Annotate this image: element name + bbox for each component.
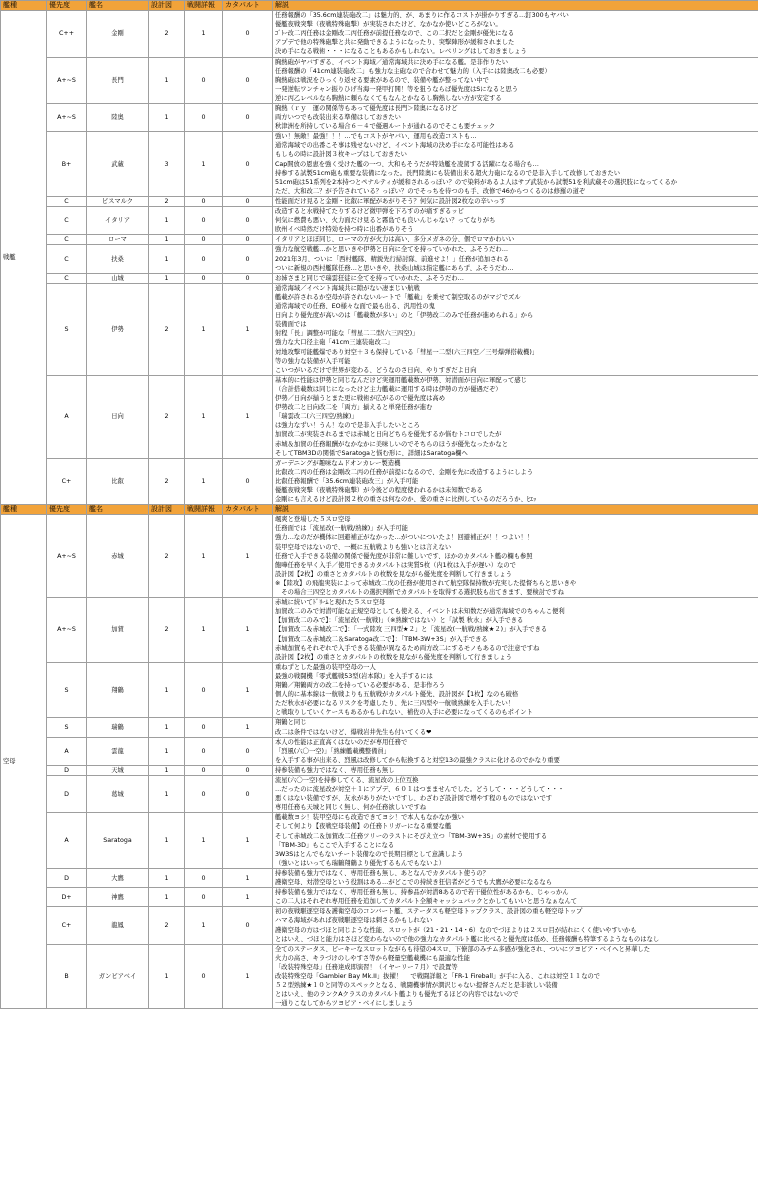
note-line: ５２型熟練★１０と同等のスペックとなる、戦闘機事情が潤沢じゃない提督さんだと是非欲しい装備 (275, 982, 558, 990)
note-line: イタリアとほぼ同じ、ローマの方が火力は高い、多分メガネの分、個でロマかわいい (275, 236, 515, 244)
blueprint-cell: 2 (149, 515, 185, 598)
note-line: ｺﾞﾄｰ改二丙任務は金剛改二丙任務が前提任務なので、この二択だと金剛が優先になる (275, 30, 515, 38)
note-line: 【加賀改二＆赤城改二で】：「一式陸攻 三四型★２」と「流星改(一航戦/熟練★２)」が入手できる (275, 626, 548, 634)
priority-cell: D (47, 776, 87, 813)
table-row (1, 907, 758, 944)
note-line: 伊勢改二と日向改二を「両方」揃えると単発任務が進む (275, 404, 433, 412)
priority-cell: S (47, 283, 87, 375)
notes-cell (273, 776, 758, 813)
battle-report-cell: 1 (185, 598, 223, 663)
header-catapult: カタパルト (223, 505, 273, 515)
note-line: もしもの時に設計図３枚キープはしておきたい (275, 151, 407, 159)
table-row (1, 273, 758, 283)
note-line: 悪くはない装備ですが、友永がありがたいですし、わざわざ設計図で増やす程のものではないです (275, 795, 553, 803)
notes-cell (273, 813, 758, 869)
notes-cell (273, 245, 758, 273)
note-line: 逆に丙乙レベルなら胸熱に頼らなくてもなんとかなるし胸熱しない方が安定する (275, 94, 502, 102)
notes-cell (273, 765, 758, 775)
header-ship-type: 艦種 (1, 505, 47, 515)
note-line: その場合三四空とカタパルトの選択判断でカタパルトを取得する選択肢も出てきます、要検討ですね (275, 589, 565, 596)
note-line: 射程「長」調整が可能な「彗星二二型(六三四空)」 (275, 330, 419, 338)
note-line: 改二は条件ではないけど、爆戦岩井先生も付いてくる❤ (275, 728, 432, 736)
notes-cell (273, 235, 758, 245)
note-line: 比叡改二丙の任務は金剛改二丙の任務が前提になるので、金剛を先に改造するようにしよう (275, 468, 534, 476)
priority-cell: A+~S (47, 598, 87, 663)
battle-report-cell: 1 (185, 283, 223, 375)
ship-name-cell: 山城 (87, 273, 149, 283)
priority-cell: C (47, 245, 87, 273)
battle-report-cell: 1 (185, 515, 223, 598)
table-row (1, 11, 758, 58)
ship-name-cell: ビスマルク (87, 196, 149, 206)
priority-cell: C (47, 207, 87, 235)
note-line: 翔鶴と同じ (275, 719, 307, 727)
battle-report-cell: 0 (185, 737, 223, 765)
header-row (1, 1, 758, 11)
catapult-cell: 0 (223, 196, 273, 206)
note-line: 【加賀改二のみで】：「流星改(一航戦)」（※熟練ではない）と「試製 秋水」が入手できる (275, 617, 524, 625)
catapult-cell: 0 (223, 57, 273, 104)
note-line: 「改装特殊空母」任務達成即演習！（イヤーリー７月）で設置等 (275, 963, 458, 971)
priority-cell: A+~S (47, 515, 87, 598)
ship-name-cell: 加賀 (87, 598, 149, 663)
notes-cell (273, 104, 758, 132)
header-ship-type: 艦種 (1, 1, 47, 11)
catapult-cell: 0 (223, 104, 273, 132)
note-line: 設計図【2枚】の重さとカタパルトの枚数を見ながら優先度を判断して行きましょう (275, 570, 512, 578)
note-line: 「烈風(六〇一空)」「熟練艦載機整備員」 (275, 747, 391, 755)
priority-cell: B+ (47, 132, 87, 197)
blueprint-cell: 1 (149, 273, 185, 283)
catapult-cell: 1 (223, 888, 273, 907)
notes-cell (273, 868, 758, 887)
note-line: 3W3Sはとんでもないチート装備なので長期目標として意識しよう (275, 850, 464, 858)
note-line: 胸熱（ｒｙ 運の関係等もあって優先度は長門＞陸奥になるけど (275, 105, 458, 112)
table-row (1, 57, 758, 104)
note-line: ついに新規の西村艦隊任務…と思いきや、扶桑山城は指定艦にあらず、ふそうだわ… (275, 264, 514, 272)
notes-cell (273, 888, 758, 907)
note-line: 初の夜戦駆逐空母＆護衛空母のコンバート艦、ステータスも軽空母トップクラス、設計図の重も軽空母トップ (275, 908, 583, 916)
blueprint-cell: 2 (149, 196, 185, 206)
notes-cell (273, 737, 758, 765)
notes-cell (273, 196, 758, 206)
catapult-cell: 0 (223, 207, 273, 235)
battle-report-cell: 1 (185, 11, 223, 58)
catapult-cell: 0 (223, 907, 273, 944)
table-row (1, 283, 758, 375)
notes-cell (273, 11, 758, 58)
battle-report-cell: 0 (185, 718, 223, 737)
note-line: は強力なずい！うん！なので是非入手したいところ (275, 422, 420, 430)
note-line: 通常海域／イベント海域共に隙がない凄まじい航戦 (275, 284, 420, 292)
priority-cell: C+ (47, 907, 87, 944)
note-line: 流星(六〇一空)を持参してくる、流星改の上位互換 (275, 777, 419, 784)
priority-cell: D (47, 868, 87, 887)
battle-report-cell: 0 (185, 944, 223, 1009)
note-line: 胸熱砲は戦況をひっくり返せる要素があるので、装備や艦が整ってない中で (275, 76, 489, 84)
priority-cell: C (47, 196, 87, 206)
note-line: 優艦夜戦突撃（夜戦特殊砲撃）が実装されたけど、なかなか使いどころがない。 (275, 21, 502, 29)
note-line: 飽嘩任務を早く入手／使用できるカタパルトは実質5枚（内1枚は入手が遅い）なので (275, 561, 516, 569)
note-line: 金剛にも言えるけど設計図２枚の重さは何なのか、愛の重さに比例しているのだろうか、ﾋｴｯ (275, 496, 537, 504)
catapult-cell: 0 (223, 132, 273, 197)
table-row (1, 662, 758, 718)
blueprint-cell: 1 (149, 888, 185, 907)
note-line: とはいえ、他のランクAクラスのカタパルト艦よりも優先するほどの内容ではないので (275, 991, 519, 999)
note-line: Cap開放の恩恵を強く受けた艦の一つ、大和もそうだが特効艦を凌駕する活躍になる場合も… (275, 160, 539, 168)
battle-report-cell: 0 (185, 57, 223, 104)
table-row (1, 598, 758, 663)
note-line: 護衛空母の方はづほと同じような性能、スロットが（21・21・14・6）なのでづほよりは２スロ目が結れにくく使いやすいかも (275, 926, 637, 934)
catapult-cell: 1 (223, 283, 273, 375)
header-catapult: カタパルト (223, 1, 273, 11)
priority-cell: A (47, 737, 87, 765)
note-line: 比叡任務報酬で「35.6cm連装砲改三」が入手可能 (275, 477, 419, 485)
catapult-cell: 1 (223, 813, 273, 869)
note-line: 一発逆転ワンチャン振りひげ当海一発甲打開！等を狙うならば優先度はSになると思う (275, 85, 519, 93)
ship-type-cell: 戦艦 (1, 11, 47, 505)
note-line: 秋津洲を所持している場合６－４で優遇ルートが通れるのでそこも要チェック (275, 123, 496, 131)
notes-cell (273, 718, 758, 737)
priority-cell: C (47, 273, 87, 283)
note-line: 最強の戦闘機「零式艦戦53型(岩本隊)」を入手するには (275, 672, 433, 680)
ship-name-cell: 武蔵 (87, 132, 149, 197)
note-line: と戦取りしていくケースもあるかもしれない、補佐の入手に必要になってくるのもポイント (275, 709, 533, 717)
table-row (1, 737, 758, 765)
ship-name-cell: 天城 (87, 765, 149, 775)
table-row (1, 888, 758, 907)
catapult-cell: 0 (223, 458, 273, 505)
table-row (1, 813, 758, 869)
table-row (1, 375, 758, 458)
notes-cell (273, 515, 758, 598)
note-line: 加賀改二のみで対潜可能な正規空母としても使える、イベントは未知数だが通常海域でのちゃんこ便利 (275, 608, 565, 616)
battle-report-cell: 1 (185, 458, 223, 505)
ship-name-cell: Saratoga (87, 813, 149, 869)
ship-name-cell: 扶桑 (87, 245, 149, 273)
header-notes: 解説 (273, 1, 758, 11)
note-line: 2021年3月、ついに「西村艦隊、精鋭先行掃討隊、前進せよ！」任務が追加される (275, 255, 510, 263)
note-line: 通常海域での任務、EO様々な面で最も出る、汎用性の鬼 (275, 303, 436, 311)
table-row (1, 245, 758, 273)
ship-name-cell: 大鷹 (87, 868, 149, 887)
priority-cell: S (47, 662, 87, 718)
note-line: ガーデニングが趣味なムドオンカレー製造機 (275, 459, 401, 467)
blueprint-cell: 1 (149, 813, 185, 869)
note-line: ※【陸攻】の飛龍実装によって赤城改二戊の任務が使用されて航空隊保持数が充実した提督ちらと思いきや (275, 579, 577, 587)
note-line: 全てのステータス、ピーキーなスロットながらも待望の4スロ、下僚部のみチム多感が強化され、ついにツヨビア・ベイへと昇華した (275, 945, 651, 953)
priority-cell: A (47, 813, 87, 869)
catapult-cell: 1 (223, 868, 273, 887)
note-line: （強いとはいっても瑞鶴翔鶴より優先するもんでもないよ） (275, 859, 446, 867)
notes-cell (273, 273, 758, 283)
ship-name-cell: イタリア (87, 207, 149, 235)
note-line: 欧州イベ時然だけ特効を持つ時に出番がありそう (275, 226, 414, 234)
note-line: 【加賀改二＆赤城改二＆Saratoga改二で】：「TBM-3W+3S」が入手できる (275, 635, 488, 643)
note-line: 胸熱砲がヤバすぎる、イベント海域／通常海域共に決め手になる艦。是非作りたい (275, 58, 508, 66)
catapult-cell: 0 (223, 737, 273, 765)
battle-report-cell: 0 (185, 662, 223, 718)
blueprint-cell: 1 (149, 868, 185, 887)
notes-cell (273, 283, 758, 375)
table-row (1, 104, 758, 132)
note-line: 赤城加賀もそれぞれで入手できる装備が異なるため両方改二にするモノもあるので注意ですね (275, 644, 540, 652)
blueprint-cell: 2 (149, 598, 185, 663)
note-line: 赤城＆加賀の任務報酬がなかなかに美味しいのでそちらのほうが優先なったかなと (275, 440, 508, 448)
blueprint-cell: 1 (149, 207, 185, 235)
note-line: …だったのに流星改が対空＋１にアプデ、６０１はつまませんでした。どうして・・・どうして・・・ (275, 786, 565, 794)
note-line: 基本的に性能は伊勢と同じなんだけど実運用艦載数が伊勢、対潜面が日向に軍配って感じ (275, 376, 527, 384)
priority-cell: A+~S (47, 57, 87, 104)
table-row (1, 944, 758, 1009)
blueprint-cell: 1 (149, 737, 185, 765)
blueprint-cell: 1 (149, 662, 185, 718)
catapult-cell: 1 (223, 718, 273, 737)
header-notes: 解説 (273, 505, 758, 515)
blueprint-cell: 2 (149, 907, 185, 944)
note-line: 強力な航空戦艦…かと思いきや伊勢と日向に全てを持っていかれた、ふそうだわ… (275, 246, 508, 254)
battle-report-cell: 0 (185, 888, 223, 907)
note-line: 両方いつでも改装出来る準備はしておきたい (275, 114, 401, 122)
note-line: 持参装備も強力ではなく、専用任務も無し (275, 766, 395, 774)
note-line: （合計搭載数は同じになったけど主力艦載に運用する時は伊勢の方が優遇だぞ） (275, 385, 502, 393)
blueprint-cell: 2 (149, 375, 185, 458)
note-line: 護衛空母、対潜空母という役割はある…がどこでの持続き狂信者がどうでも大鷹が必要になるなら (275, 879, 553, 887)
ship-name-cell: 龍鳳 (87, 907, 149, 944)
ship-name-cell: ガンビアベイ (87, 944, 149, 1009)
battle-report-cell: 1 (185, 907, 223, 944)
header-battle-report: 戦闘詳報 (185, 505, 223, 515)
note-line: お姉さまと同じで瑞雲狂徒に全てを持っていかれた、ふそうだわ… (275, 274, 464, 282)
priority-cell: C (47, 235, 87, 245)
header-blueprint: 設計図 (149, 505, 185, 515)
note-line: ただ秋水が必要になるリスクを考慮したり、先に三四型や一航戦熟練を入手したい！ (275, 700, 515, 708)
note-line: 決め手になる戦術・・・になることもあるかもしれない。レベリングはしておきましょう (275, 48, 527, 56)
priority-cell: D (47, 765, 87, 775)
note-line: 「TBM-3D」もここで入手することになる (275, 841, 395, 849)
notes-cell (273, 598, 758, 663)
note-line: 性能面だけ見ると金剛・比叡に軍配があがりそう？何気に設計図2枚なの辛いっす (275, 197, 506, 205)
priority-cell: B (47, 944, 87, 1009)
blueprint-cell: 1 (149, 245, 185, 273)
notes-cell (273, 458, 758, 505)
catapult-cell: 1 (223, 515, 273, 598)
note-line: ハマる海域があれば夜戦駆逐空母は刺さるかもしれない (275, 917, 433, 925)
blueprint-cell: 2 (149, 11, 185, 58)
note-line: 赤城に続いてﾄﾞﾘｰﾑと現れた５スロ空母 (275, 599, 386, 607)
ship-name-cell: 葛城 (87, 776, 149, 813)
note-line: 本人の性能は正直高くはないのだが専用任務で (275, 738, 408, 746)
ship-name-cell: 比叡 (87, 458, 149, 505)
catapult-cell: 1 (223, 598, 273, 663)
note-line: とはいえ、づほと能力はさほど変わらないので他の強力なカタパルト艦に比べると優先度は低め、任務報酬も特筆するようなものはなし (275, 935, 660, 943)
ship-name-cell: 翔鶴 (87, 662, 149, 718)
catapult-cell: 0 (223, 765, 273, 775)
battle-report-cell: 0 (185, 765, 223, 775)
note-line: 持参装備も強力ではなく、専用任務も無し、あとなんでカタパルト使うの？ (275, 869, 489, 877)
note-line: 専用任務も天城と同じく無し、何か任務欲しいですね (275, 804, 427, 812)
header-ship-name: 艦名 (87, 505, 149, 515)
table-row (1, 718, 758, 737)
ship-name-cell: 日向 (87, 375, 149, 458)
note-line: 強力…なのだが機体に回避補正がなかった…がついについたよ！回避補正が！！つよい！！ (275, 534, 534, 542)
header-blueprint: 設計図 (149, 1, 185, 11)
notes-cell (273, 662, 758, 718)
header-battle-report: 戦闘詳報 (185, 1, 223, 11)
catapult-cell: 0 (223, 11, 273, 58)
table-row (1, 868, 758, 887)
note-line: 51cm砲は51系列を2本持つとペナルティが緩和されるっぽい？ので染料があるよ人はサブ武装から試製51を利武蔵その選択肢になってくるか (275, 178, 678, 186)
ship-name-cell: 長門 (87, 57, 149, 104)
note-line: 加賀改二が実装されるまでは赤城と日向どちらを優先するか悩むトコロでしたが (275, 431, 502, 439)
note-line: この二人はそれぞれ専用任務を追加してカタパルト全額キャッシュバックとかしてもいいと思うなぁなんて (275, 898, 578, 906)
battle-report-cell: 1 (185, 375, 223, 458)
blueprint-cell: 1 (149, 104, 185, 132)
note-line: 持参装備も強力ではなく、専用任務も無し、持参品が対潜8あるので若干優位性があるかも、じゃっかん (275, 889, 569, 897)
priority-cell: A+~S (47, 104, 87, 132)
table-row (1, 515, 758, 598)
ship-name-cell: 伊勢 (87, 283, 149, 375)
note-line: アプデで他の特殊砲撃と共に発動できるようになったり、突撃陣形が緩和されました (275, 39, 515, 47)
ship-name-cell: 金剛 (87, 11, 149, 58)
ship-name-cell: 赤城 (87, 515, 149, 598)
note-line: 任務面では「流星改(一航戦/熟練)」が入手可能 (275, 525, 408, 533)
ship-name-cell: 陸奥 (87, 104, 149, 132)
header-priority: 優先度 (47, 505, 87, 515)
catapult-cell: 0 (223, 235, 273, 245)
note-line: 火力の高さ、キラづけのしやすさ等から軽量空艦載機にも最適な性能 (275, 954, 470, 962)
battle-report-cell: 0 (185, 776, 223, 813)
header-ship-name: 艦名 (87, 1, 149, 11)
note-line: 等の強力な装備が入手可能 (275, 357, 351, 365)
note-line: 任務報酬の「41cm連装砲改二」も強力な主砲なので合わせて魅力的（入手には陸奥改二も必要） (275, 67, 551, 75)
note-line: 颯爽と登場した５スロ空母 (275, 516, 351, 524)
table-row (1, 765, 758, 775)
note-line: 「瑞雲改二(六三四空/熟練)」 (275, 413, 358, 421)
note-line: 改装特殊空母「Gambier Bay Mk.II」抜擢！ で戦闘詳報と「FR-1 Fireball」が手に入る、これは対空１１なので (275, 973, 601, 981)
table-row (1, 776, 758, 813)
note-line: 強力な大口径主砲「41cm三連装砲改二」 (275, 339, 394, 347)
note-line: 装甲空母ではないので、一概に五航戦よりも強いとは言えない (275, 543, 452, 551)
notes-cell (273, 207, 758, 235)
battle-report-cell: 0 (185, 104, 223, 132)
priority-cell: C+ (47, 458, 87, 505)
blueprint-cell: 1 (149, 776, 185, 813)
priority-cell: A (47, 375, 87, 458)
ship-name-cell: 瑞鶴 (87, 718, 149, 737)
table-row (1, 235, 758, 245)
note-line: 個人的に基本線は一航戦よりも五航戦がカタパルト優先、設計図が【1枚】なのも破格 (275, 691, 519, 699)
battle-report-cell: 0 (185, 196, 223, 206)
blueprint-cell: 1 (149, 944, 185, 1009)
battle-report-cell: 0 (185, 245, 223, 273)
notes-cell (273, 57, 758, 104)
note-line: 持参する試製51cm砲も重要な装備になった。長門陸奥にも装備出来る超火力砲になるので是非入手して改修しておきたい (275, 169, 621, 177)
battle-report-cell: 0 (185, 273, 223, 283)
battle-report-cell: 1 (185, 132, 223, 197)
note-line: 翔鶴／翔鶴両方の改二を持っている必要がある、是非作ろう (275, 682, 446, 690)
header-priority: 優先度 (47, 1, 87, 11)
note-line: そしてTBM3Dの関係でSaratogaと悩む形に、詳細はSaratoga欄へ (275, 449, 468, 457)
note-line: 任務報酬の「35.6cm連装砲改二」は魅力的、が、あまりに作るコストが掛かりすぎる…釘300もヤバい (275, 12, 569, 19)
note-line: そして何より【夜戦空母装備】の任務トリガーになる重要な艦 (275, 823, 452, 831)
battle-report-cell: 1 (185, 813, 223, 869)
blueprint-cell: 1 (149, 765, 185, 775)
blueprint-cell: 1 (149, 57, 185, 104)
note-line: 任務で入手できる装備の関係で優先度が非常に難しいです、ほかのカタパルト艦の欄も参照 (275, 552, 533, 560)
priority-cell: D+ (47, 888, 87, 907)
blueprint-cell: 1 (149, 235, 185, 245)
note-line: 艦載が許されるか空母が許されないルートで「艦載」を乗せて制空取るのがマジでズル (275, 293, 521, 301)
note-line: そして赤城改二＆加賀改二任務ツリーのラストにそびえ立つ「TBM-3W+3S」の素材で使用する (275, 832, 548, 840)
priority-cell: S (47, 718, 87, 737)
note-line: こいつがいるだけで世界が変わる、どうなのさ日向、やりすぎだよ日向 (275, 366, 477, 374)
catapult-cell: 0 (223, 245, 273, 273)
catapult-cell: 0 (223, 776, 273, 813)
note-line: 優艦夜戦突撃（夜戦特殊砲撃）が今後どの程度使われるかは未知数である (275, 487, 483, 495)
table-row (1, 196, 758, 206)
header-row (1, 505, 758, 515)
table-row (1, 458, 758, 505)
blueprint-cell: 2 (149, 283, 185, 375)
note-line: 装備面では (275, 321, 307, 329)
ship-type-cell: 空母 (1, 515, 47, 1009)
note-line: を入手する事が出来る、烈風は改修してから転換すると対空13の最強クラスに化けるのでかなり重要 (275, 756, 560, 764)
ship-name-cell: 神鷹 (87, 888, 149, 907)
note-line: 通常海域での出番こそ事は残せないけど、イベント海域の決め手になる可能性はある (275, 142, 515, 150)
notes-cell (273, 907, 758, 944)
ship-name-cell: 雲龍 (87, 737, 149, 765)
notes-cell (273, 944, 758, 1009)
note-line: ただ、大和改二？が予告されている？っぽい？のでそっちを待つのも手、改修で46からつくるのは修羅の道ぞ (275, 187, 586, 195)
catapult-cell: 0 (223, 273, 273, 283)
catapult-cell: 1 (223, 375, 273, 458)
note-line: 対地攻撃可能艦爆であり対空＋３も保持している「彗星一二型(六三四空／三号爆弾搭載機)」 (275, 348, 539, 356)
note-line: 艦載数ヨシ！装甲空母にも改造できてヨシ！で本人もなかなか強い (275, 814, 464, 822)
battle-report-cell: 0 (185, 235, 223, 245)
catapult-cell: 1 (223, 662, 273, 718)
blueprint-cell: 2 (149, 458, 185, 505)
note-line: 一通りこなしてからツヨビア・ベイにしましょう (275, 1000, 414, 1008)
table-row (1, 207, 758, 235)
note-line: 強い！無敵！最強！！！…でもコストがヤバい、運用も改造コストも… (275, 133, 477, 141)
note-line: 設計図【2枚】の重さとカタパルトの枚数を見ながら優先度を判断して行きましょう (275, 653, 512, 661)
note-line: 改造すると水戦持てたりするけど微甲弾を下ろすのが痛すぎるッピ (275, 208, 464, 216)
notes-cell (273, 375, 758, 458)
priority-cell: C++ (47, 11, 87, 58)
notes-cell (273, 132, 758, 197)
note-line: 日向より優先度が高いのは「艦載数が多い」のと「伊勢改二のみで任務が進められる」から (275, 312, 534, 320)
note-line: 伊勢／日向が揃うとまた更に戦術が広がるので優先度は高め (275, 395, 446, 403)
blueprint-cell: 3 (149, 132, 185, 197)
blueprint-cell: 1 (149, 718, 185, 737)
catapult-cell: 1 (223, 944, 273, 1009)
table-row (1, 132, 758, 197)
note-line: 重ねずとした最強の装甲空母の一人 (275, 663, 376, 671)
ship-name-cell: ローマ (87, 235, 149, 245)
battle-report-cell: 0 (185, 207, 223, 235)
note-line: 何気に燃費も悪い、火力面だけ見ると霧島でも良いんじゃない？ってなりがち (275, 217, 496, 225)
battle-report-cell: 0 (185, 868, 223, 887)
